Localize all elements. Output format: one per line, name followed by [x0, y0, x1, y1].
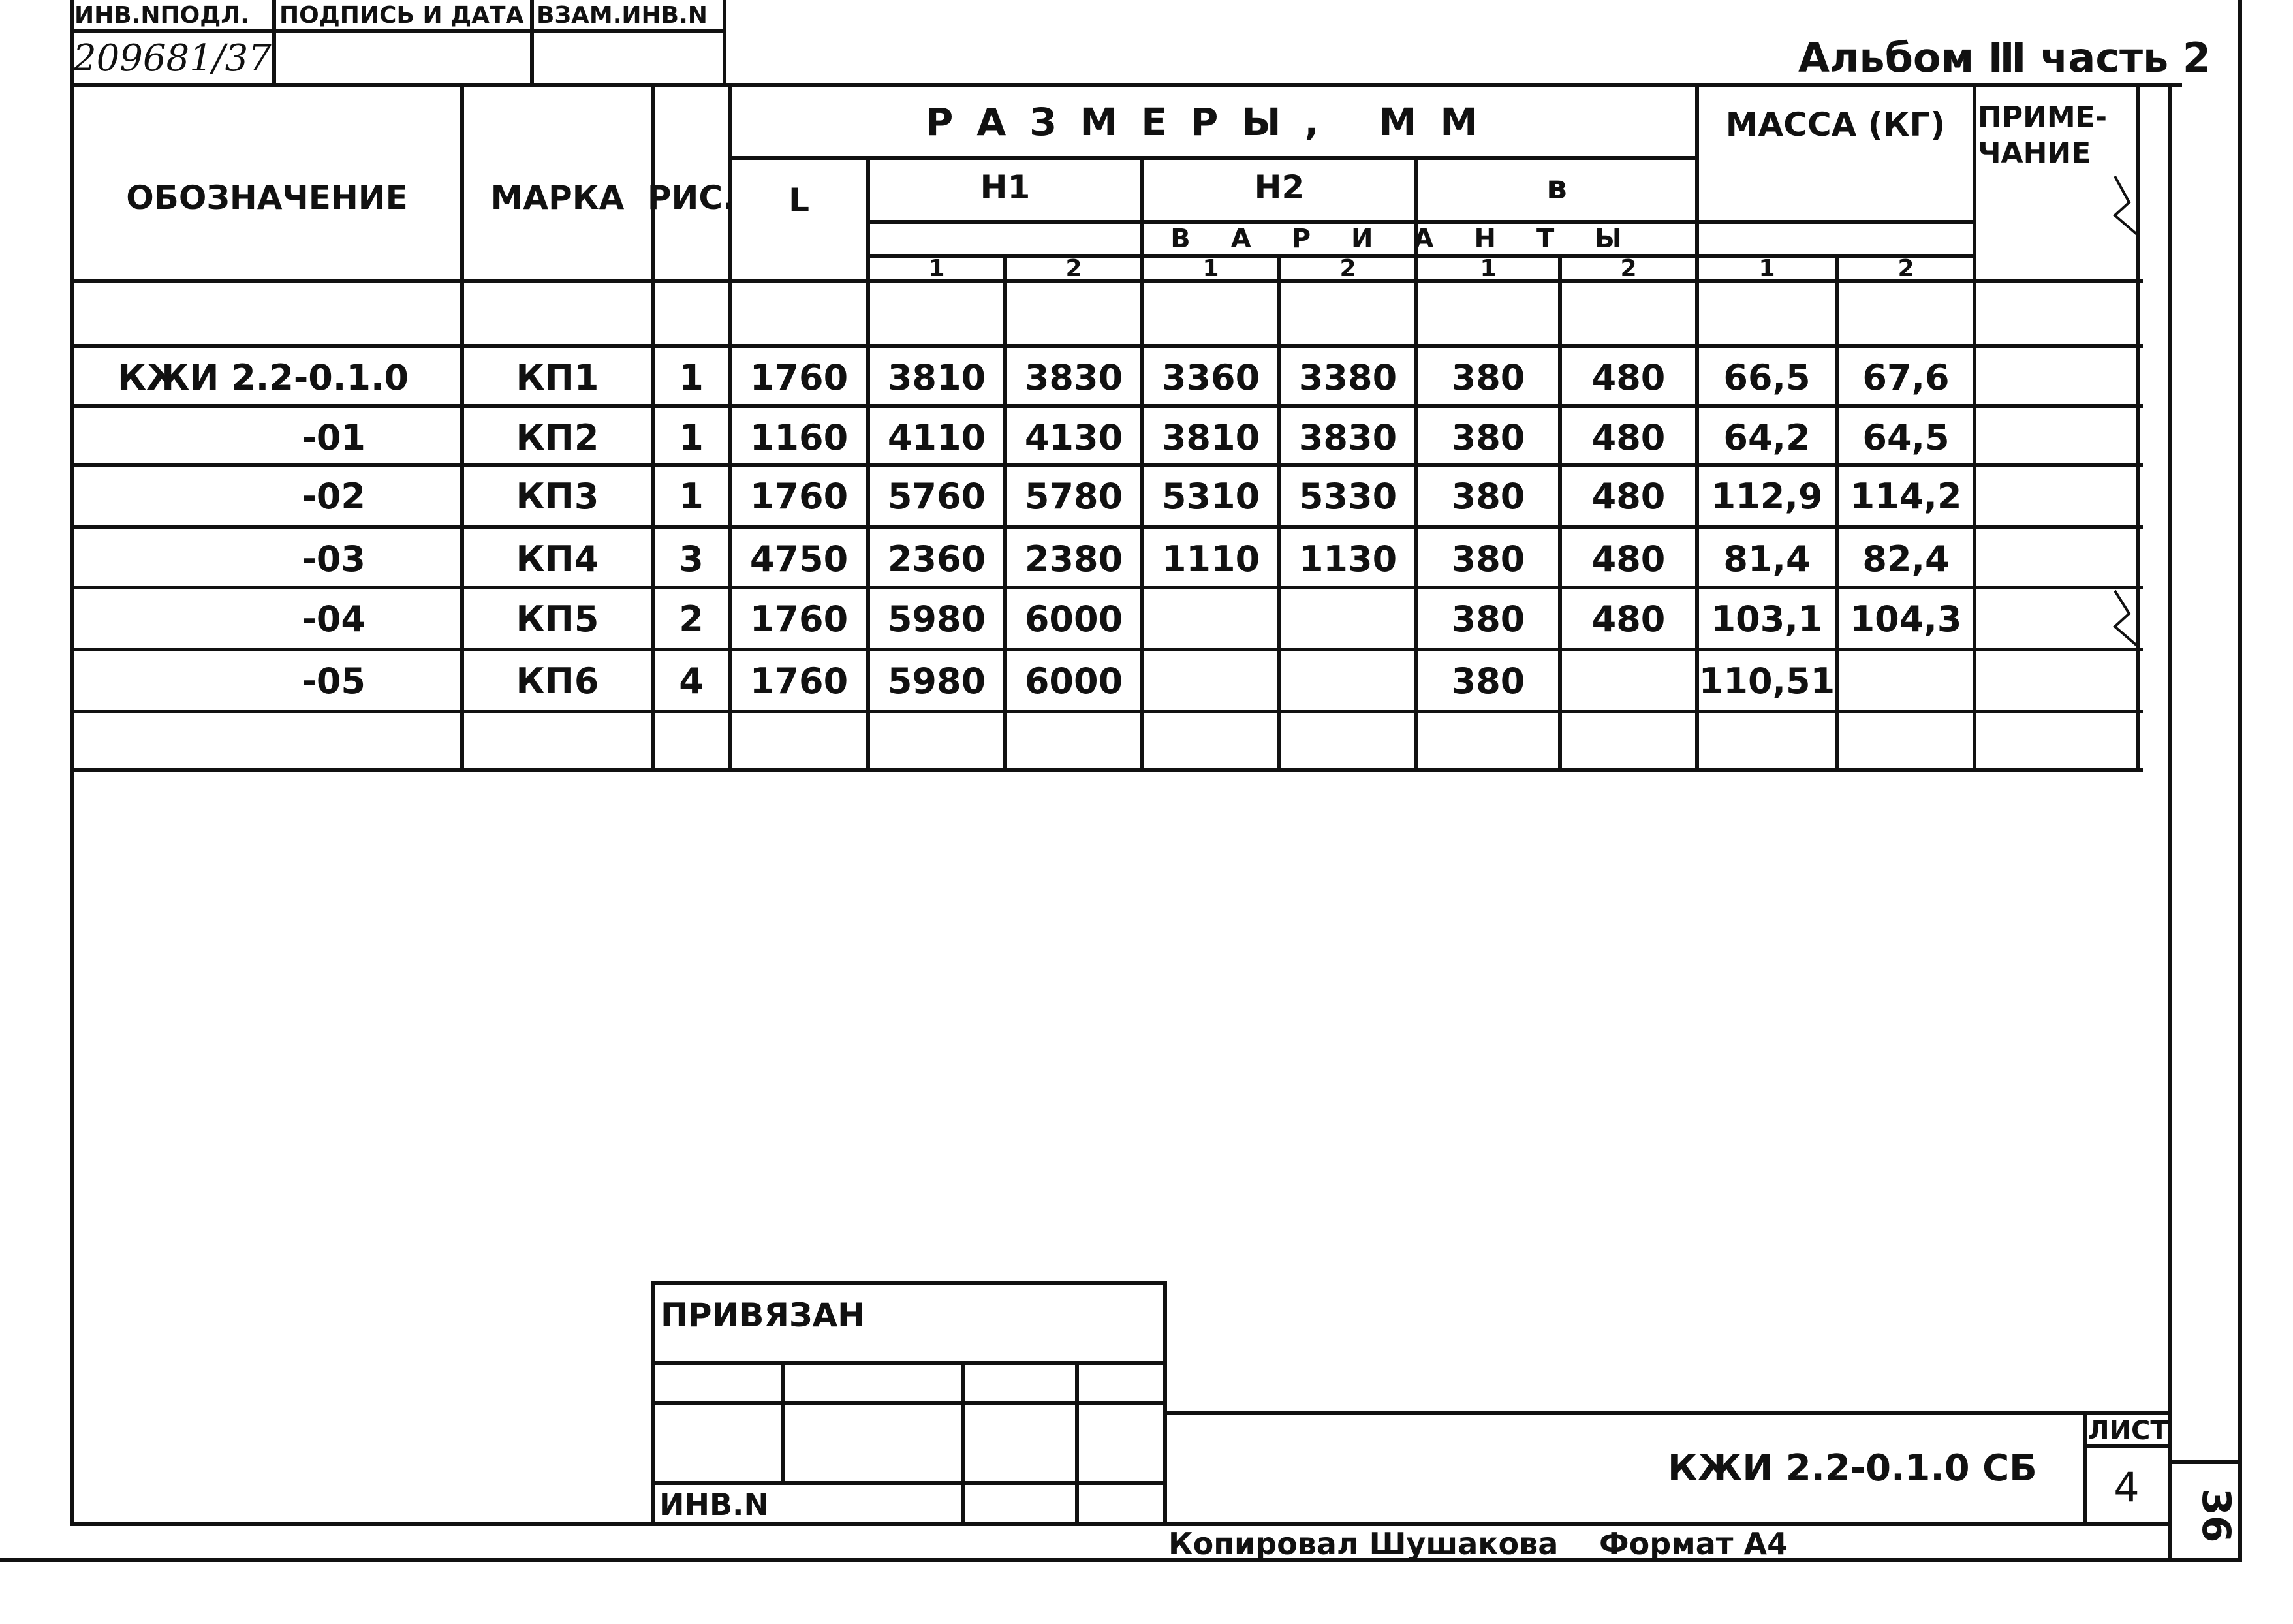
cell-h1-v1: 5980: [887, 661, 986, 702]
cell-designation: КЖИ 2.2-0.1.0: [117, 357, 409, 398]
cell-h2-v2: 5330: [1298, 476, 1397, 517]
cell-h2-v1: 3360: [1161, 357, 1260, 398]
cell-L: 1760: [749, 661, 849, 702]
stamp-inv-number: 209681/37: [73, 37, 272, 80]
privyazan-label: ПРИВЯЗАН: [661, 1296, 866, 1334]
inv-number-label: ИНВ.N: [659, 1487, 770, 1522]
variant-num: 1: [1758, 255, 1775, 282]
cell-h1-v2: 4130: [1024, 417, 1123, 458]
cell-mass-v1: 110,51: [1698, 661, 1835, 702]
cell-mark: КП6: [516, 661, 599, 702]
cell-fig: 1: [679, 417, 704, 458]
col-fig-header: РИС.: [647, 179, 736, 217]
cell-h1-v2: 2380: [1024, 539, 1123, 580]
cell-mass-v1: 112,9: [1711, 476, 1823, 517]
cell-L: 1760: [749, 599, 849, 640]
cell-h1-v1: 2360: [887, 539, 986, 580]
cell-h2-v1: 5310: [1161, 476, 1260, 517]
cell-h1-v2: 5780: [1024, 476, 1123, 517]
cell-h1-v2: 6000: [1024, 599, 1123, 640]
cell-b-v1: 380: [1451, 599, 1525, 640]
cell-mark: КП4: [516, 539, 599, 580]
cell-mark: КП1: [516, 357, 599, 398]
stamp-replaced-inv-label: ВЗАМ.ИНВ.N: [537, 2, 708, 29]
variant-num: 2: [1620, 255, 1637, 282]
cell-L: 1760: [749, 357, 849, 398]
cell-designation: -01: [302, 417, 366, 458]
document-code: КЖИ 2.2-0.1.0 СБ: [1668, 1447, 2037, 1490]
cell-mass-v2: 114,2: [1850, 476, 1962, 517]
variant-num: 2: [1897, 255, 1914, 282]
variants-header: ВАРИАНТЫ: [1170, 224, 1662, 254]
cell-mark: КП5: [516, 599, 599, 640]
cell-b-v2: 480: [1591, 476, 1666, 517]
cell-L: 1160: [749, 417, 849, 458]
variant-num: 1: [928, 255, 945, 282]
cell-fig: 2: [679, 599, 704, 640]
cell-h1-v1: 3810: [887, 357, 986, 398]
cell-h2-v2: 1130: [1298, 539, 1397, 580]
cell-fig: 4: [679, 661, 704, 702]
cell-b-v1: 380: [1451, 476, 1525, 517]
cell-designation: -05: [302, 661, 366, 702]
col-b-header: в: [1546, 168, 1567, 206]
col-mass-header: МАССА (КГ): [1725, 106, 1946, 144]
cell-b-v1: 380: [1451, 661, 1525, 702]
variant-num: 1: [1202, 255, 1219, 282]
cell-b-v1: 380: [1451, 417, 1525, 458]
cell-mark: КП3: [516, 476, 599, 517]
cell-mass-v1: 103,1: [1711, 599, 1823, 640]
sheet-number: 4: [2114, 1463, 2140, 1511]
cell-b-v2: 480: [1591, 539, 1666, 580]
cell-h2-v2: 3830: [1298, 417, 1397, 458]
col-H1-header: H1: [980, 168, 1031, 206]
cell-mark: КП2: [516, 417, 599, 458]
cell-h1-v1: 5980: [887, 599, 986, 640]
cell-fig: 1: [679, 357, 704, 398]
cell-h2-v2: 3380: [1298, 357, 1397, 398]
variant-num: 2: [1065, 255, 1082, 282]
cell-h1-v2: 6000: [1024, 661, 1123, 702]
page-number: 36: [2193, 1488, 2239, 1543]
col-H2-header: H2: [1254, 168, 1305, 206]
cell-h1-v1: 5760: [887, 476, 986, 517]
cell-designation: -03: [302, 539, 366, 580]
stamp-inv-original-label: ИНВ.NПОДЛ.: [74, 2, 249, 29]
cell-mass-v2: 104,3: [1850, 599, 1962, 640]
cell-h1-v2: 3830: [1024, 357, 1123, 398]
cell-designation: -02: [302, 476, 366, 517]
cell-mass-v1: 66,5: [1723, 357, 1811, 398]
cell-mass-v1: 64,2: [1723, 417, 1811, 458]
cell-mass-v2: 67,6: [1862, 357, 1950, 398]
sheet-label: ЛИСТ: [2087, 1416, 2168, 1446]
cell-b-v1: 380: [1451, 357, 1525, 398]
cell-b-v2: 480: [1591, 417, 1666, 458]
cell-h2-v1: 1110: [1161, 539, 1260, 580]
col-L-header: L: [788, 181, 809, 219]
album-title: Альбом Ⅲ часть 2: [1798, 34, 2211, 82]
cell-fig: 3: [679, 539, 704, 580]
cell-b-v2: 480: [1591, 599, 1666, 640]
cell-b-v2: 480: [1591, 357, 1666, 398]
variant-num: 1: [1480, 255, 1497, 282]
format-label: Формат А4: [1599, 1526, 1788, 1561]
copied-by: Копировал Шушакова: [1168, 1526, 1559, 1561]
col-mark-header: МАРКА: [490, 179, 625, 217]
stamp-signature-date-label: ПОДПИСЬ И ДАТА: [279, 2, 524, 29]
cell-designation: -04: [302, 599, 366, 640]
cell-L: 4750: [749, 539, 849, 580]
cell-L: 1760: [749, 476, 849, 517]
cell-b-v1: 380: [1451, 539, 1525, 580]
variant-num: 2: [1339, 255, 1356, 282]
cell-mass-v2: 64,5: [1862, 417, 1950, 458]
dimensions-group-header: РАЗМЕРЫ, ММ: [925, 100, 1502, 144]
cell-h2-v1: 3810: [1161, 417, 1260, 458]
col-note-header: ПРИМЕ-ЧАНИЕ: [1978, 101, 2107, 170]
col-designation-header: ОБОЗНАЧЕНИЕ: [126, 179, 408, 217]
cell-fig: 1: [679, 476, 704, 517]
cell-mass-v2: 82,4: [1862, 539, 1950, 580]
cell-mass-v1: 81,4: [1723, 539, 1811, 580]
cell-h1-v1: 4110: [887, 417, 986, 458]
